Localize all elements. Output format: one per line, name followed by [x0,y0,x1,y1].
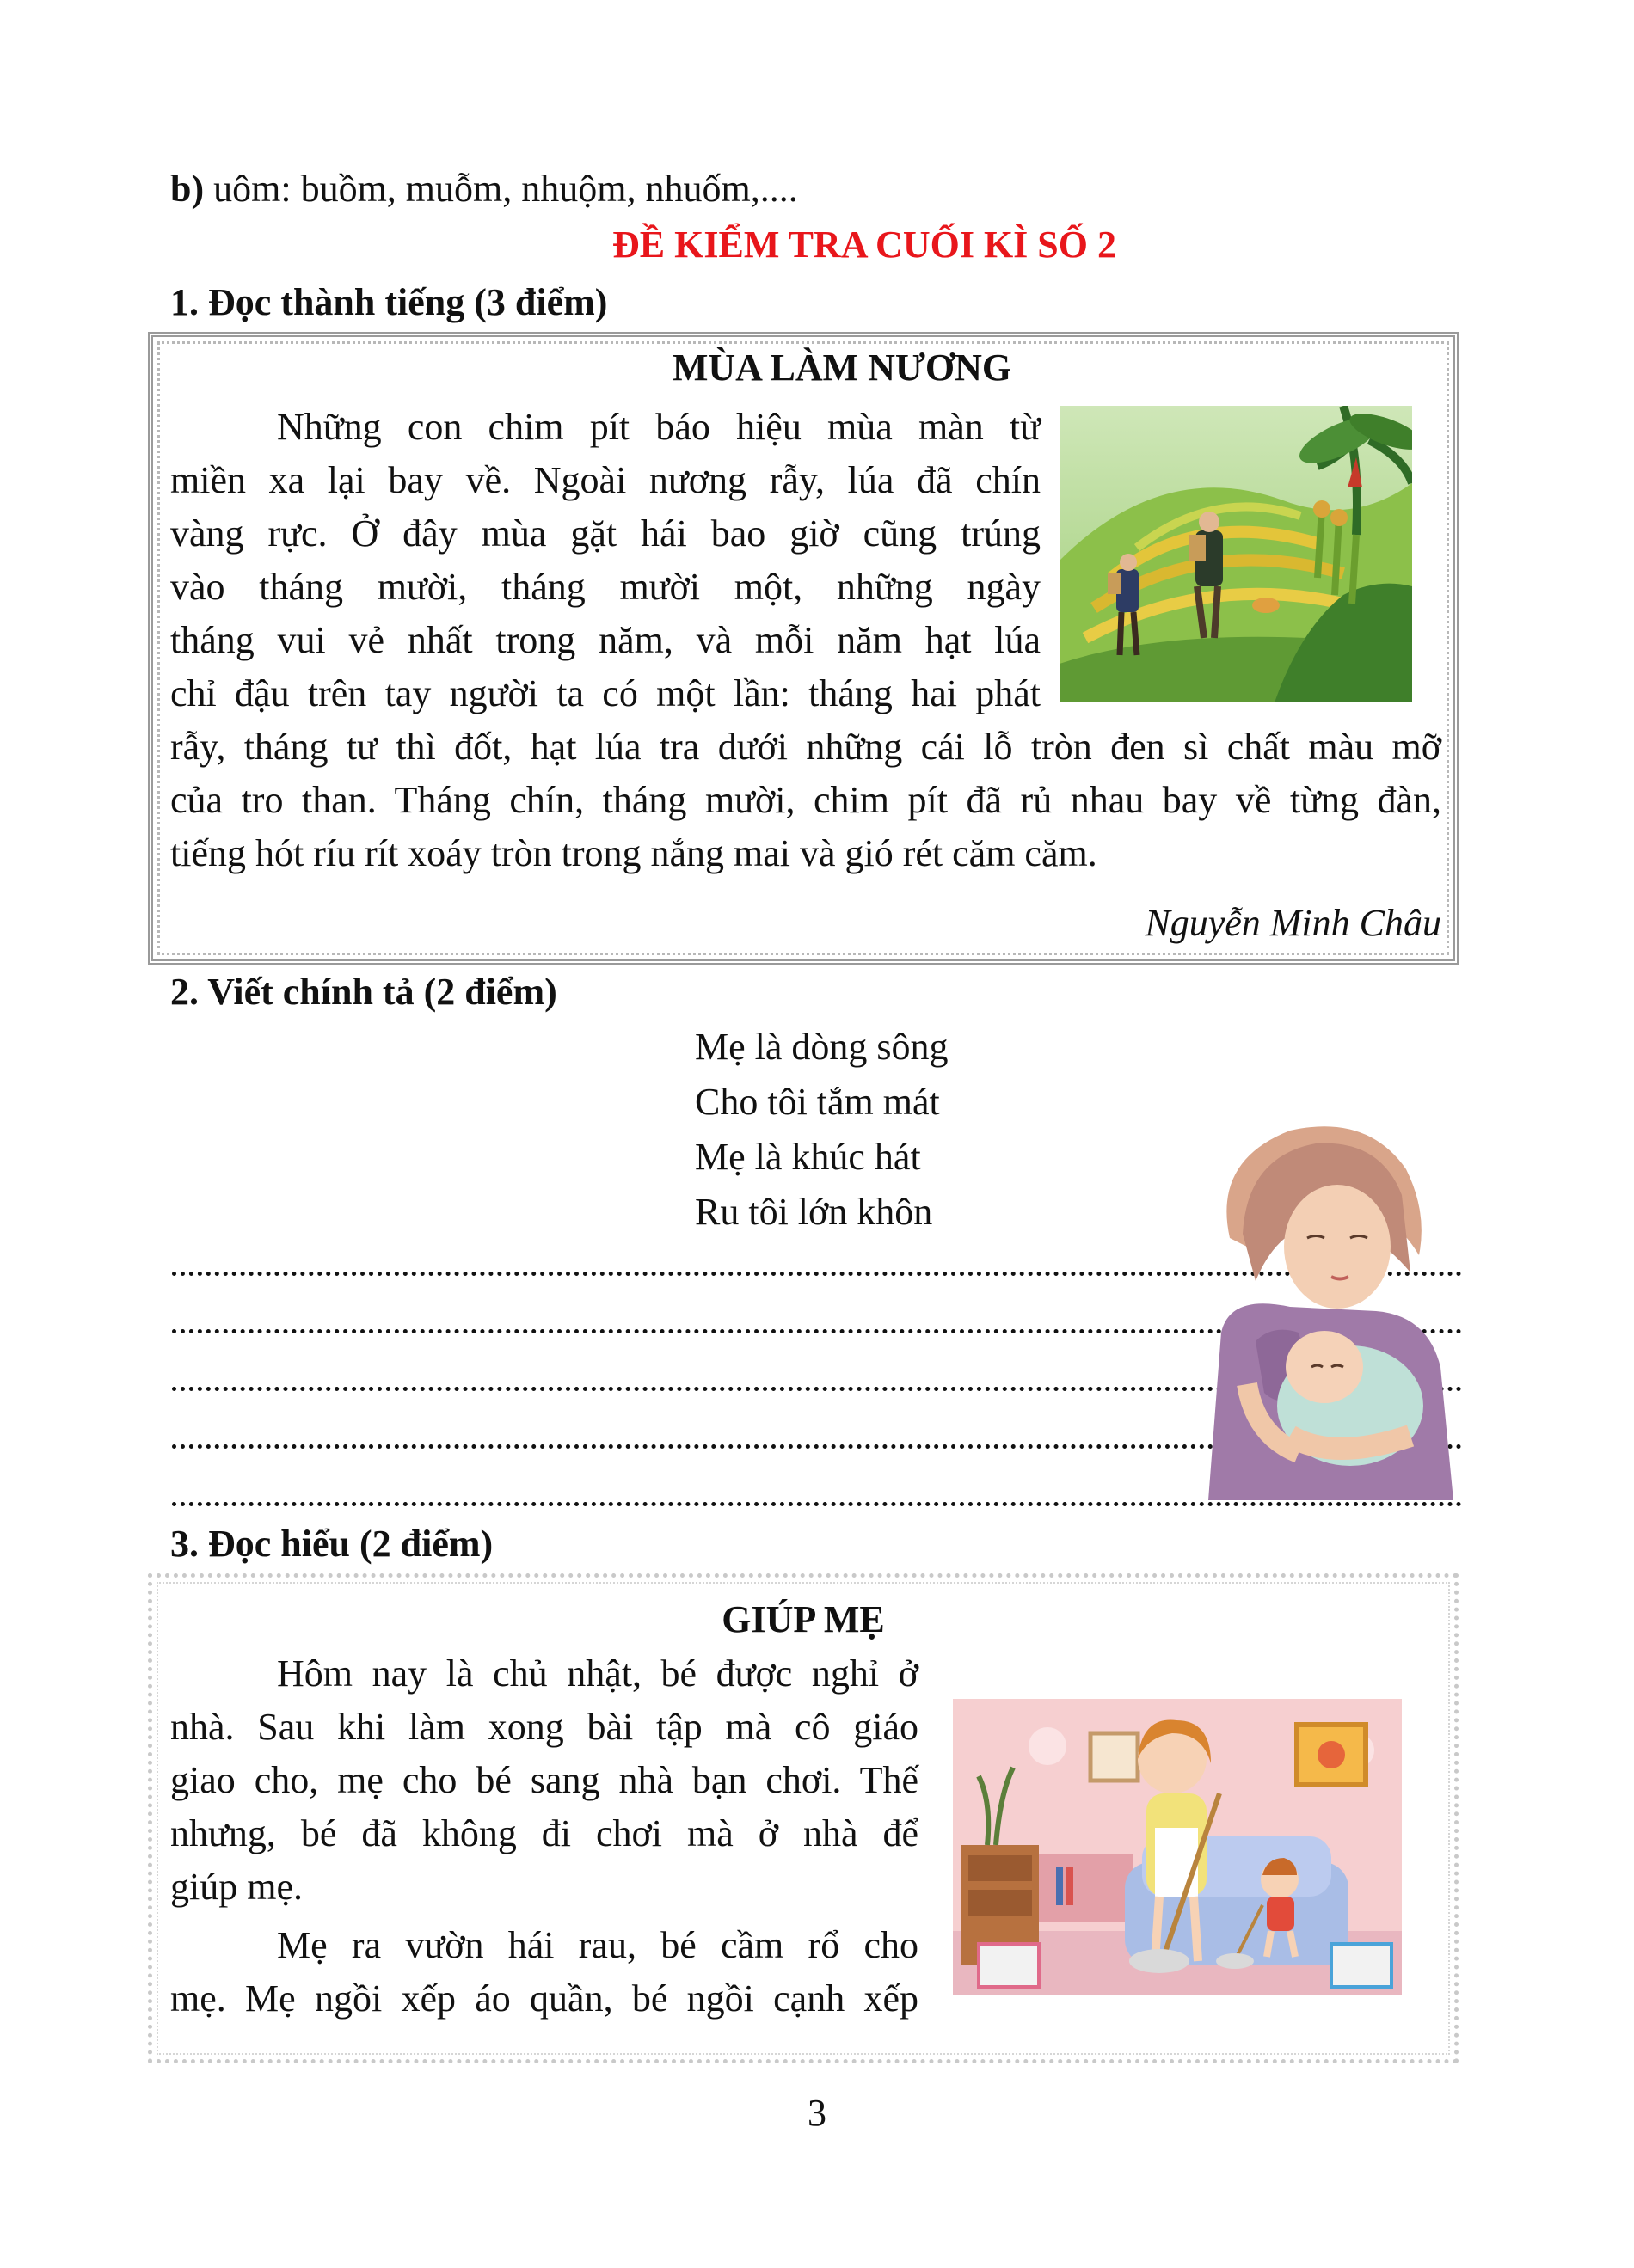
comprehension-title: GIÚP MẸ [722,1598,885,1640]
comprehension-line: giúp mẹ. [170,1866,303,1908]
answer-text: uôm: buồm, muỗm, nhuộm, nhuốm,.... [204,168,798,210]
helping-mom-illustration [953,1699,1402,1995]
rice-field-illustration [1060,406,1412,702]
comprehension-line: Hôm nay là chủ nhật, bé được nghỉ ở [277,1652,918,1695]
poem-line: Mẹ là dòng sông [695,1026,949,1068]
comprehension-paragraph-2 [170,1919,918,2026]
comprehension-line: mẹ. Mẹ ngồi xếp áo quần, bé ngồi cạnh xếp [170,1977,918,2020]
mother-and-baby-illustration [1195,1109,1458,1500]
passage-author: Nguyễn Minh Châu [1145,902,1441,944]
passage-line: miền xa lại bay về. Ngoài nương rẫy, lúa đã chín [170,459,1041,501]
passage-line: Những con chim pít báo hiệu mùa màn từ [277,406,1041,448]
section3-heading: 3. Đọc hiểu (2 điểm) [170,1523,494,1565]
comprehension-line: nhưng, bé đã không đi chơi mà ở nhà để [170,1812,918,1854]
exam-title: ĐỀ KIỂM TRA CUỐI KÌ SỐ 2 [612,224,1116,266]
comprehension-paragraph-1 [170,1647,918,1914]
passage-line: vào tháng mười, tháng mười một, những ngày [170,566,1041,608]
poem-line: Ru tôi lớn khôn [695,1191,933,1233]
page-number: 3 [808,2092,826,2134]
answer-label: b) [170,168,205,210]
passage-line: của tro than. Tháng chín, tháng mười, chim pít đã rủ nhau bay về từng đàn, [170,779,1441,821]
section1-heading: 1. Đọc thành tiếng (3 điểm) [170,281,608,323]
poem-line: Mẹ là khúc hát [695,1136,921,1178]
comprehension-line: Mẹ ra vườn hái rau, bé cầm rổ cho [277,1924,918,1966]
comprehension-line: nhà. Sau khi làm xong bài tập mà cô giáo [170,1706,918,1748]
comprehension-line: giao cho, mẹ cho bé sang nhà bạn chơi. Thế [170,1759,918,1801]
passage-line: chỉ đậu trên tay người ta có một lần: tháng hai phát [170,672,1041,714]
passage-title: MÙA LÀM NƯƠNG [672,346,1012,389]
passage-lines-beside-image [170,401,1041,720]
passage-line: tháng vui vẻ nhất trong năm, và mỗi năm hạt lúa [170,619,1041,661]
passage-line: vàng rực. Ở đây mùa gặt hái bao giờ cũng trúng [170,512,1041,555]
previous-answer-line [170,163,798,215]
passage-line: rẫy, tháng tư thì đốt, hạt lúa tra dưới những cái lỗ tròn đen sì chất màu mỡ [170,726,1441,768]
poem-line: Cho tôi tắm mát [695,1081,940,1123]
passage-lines-full [170,720,1441,880]
passage-line: tiếng hót ríu rít xoáy tròn trong nắng mai và gió rét căm căm. [170,832,1097,874]
section2-heading: 2. Viết chính tả (2 điểm) [170,971,557,1013]
